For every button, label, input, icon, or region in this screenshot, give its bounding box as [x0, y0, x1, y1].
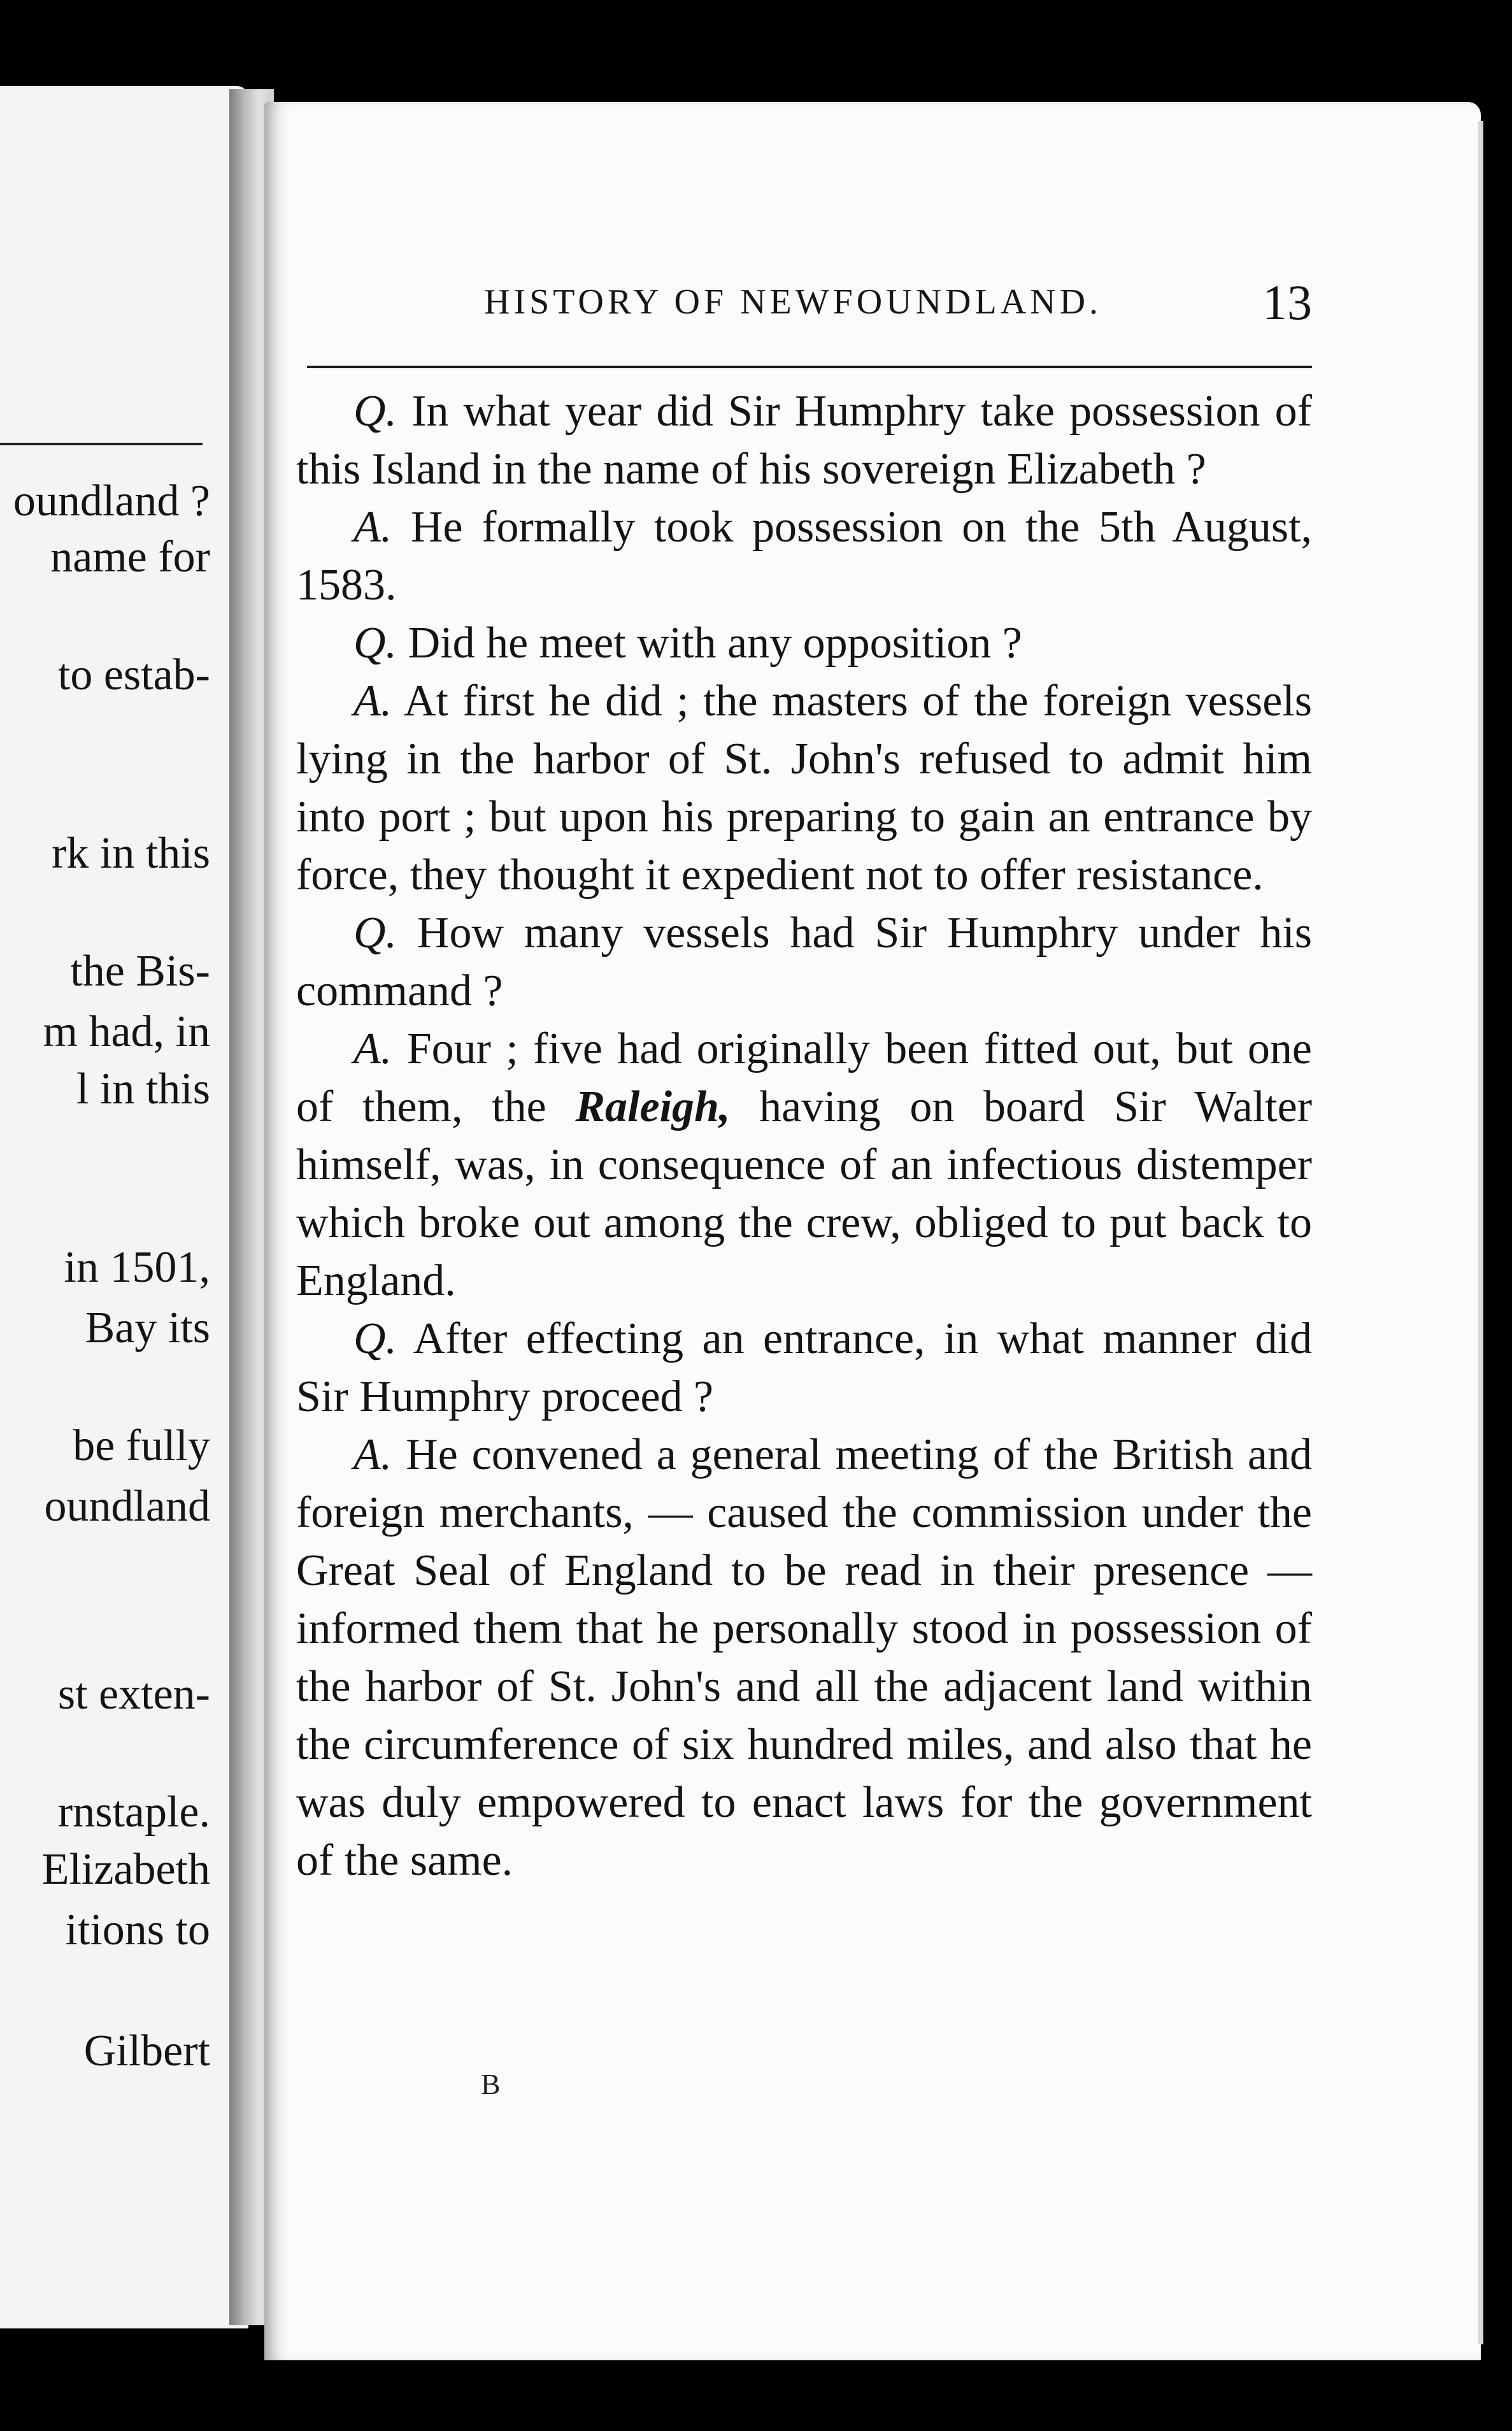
question-marker: Q.	[353, 1314, 397, 1363]
facing-page-line: Gilbert	[83, 2026, 210, 2076]
facing-page-line: in 1501,	[64, 1243, 210, 1292]
answer-marker: A.	[353, 677, 392, 726]
facing-page-line: name for	[50, 533, 210, 582]
facing-page-line: be fully	[73, 1421, 210, 1470]
facing-page-line: oundland	[44, 1482, 210, 1531]
facing-page-line: rnstaple.	[57, 1788, 210, 1837]
answer-marker: A.	[353, 1024, 392, 1073]
paragraph-text: In what year did Sir Humphry take possession of this Island in the name of his sovereign Elizabeth ?	[296, 387, 1312, 494]
facing-page-header-rule	[0, 443, 203, 445]
question-paragraph	[296, 1310, 1312, 1426]
paragraph-text: He formally took possession on the 5th August, 1583.	[296, 503, 1313, 610]
facing-page-line: oundland ?	[13, 477, 210, 526]
answer-paragraph	[296, 498, 1312, 614]
facing-page-line: the Bis-	[70, 947, 210, 996]
paragraph-text: Four ; five had originally been fitted out, but one of them, the	[296, 1024, 1313, 1131]
header-rule	[307, 366, 1312, 368]
paragraph-text: How many vessels had Sir Humphry under his command ?	[296, 908, 1312, 1015]
answer-marker: A.	[353, 1430, 392, 1479]
question-paragraph	[296, 904, 1312, 1020]
catechism-text	[296, 382, 1312, 1890]
page-number: 13	[1262, 275, 1312, 330]
facing-page-line: itions to	[65, 1905, 210, 1954]
signature-mark: B	[481, 2068, 501, 2100]
running-title: HISTORY OF NEWFOUNDLAND.	[484, 282, 1102, 322]
facing-page-line: st exten-	[57, 1670, 210, 1719]
facing-page-line: l in this	[76, 1065, 210, 1114]
facing-page-line: rk in this	[52, 829, 210, 878]
question-marker: Q.	[353, 619, 397, 668]
answer-marker: A.	[353, 503, 392, 552]
paragraph-text: At first he did ; the masters of the foreign vessels lying in the harbor of St. John's refused to admit him into port ; but upon his preparing to gain an entrance by force, they thought it expedient not to offer resistance.	[296, 677, 1312, 900]
paragraph-text: He convened a general meeting of the British and foreign merchants, — caused the commission under the Great Seal of England to be read in their presence — informed them that he personally stood in possession of the harbor of St. John's and all the adjacent land within the circumference of six hundred miles, and also that he was duly empowered to enact laws for the government of the same.	[296, 1430, 1313, 1885]
answer-paragraph	[296, 1020, 1312, 1310]
facing-page-line: Elizabeth	[41, 1845, 210, 1894]
facing-page-line: Bay its	[85, 1303, 210, 1352]
answer-paragraph	[296, 672, 1312, 904]
question-paragraph	[296, 614, 1312, 672]
facing-page-line: m had, in	[43, 1007, 210, 1056]
running-header	[484, 274, 1312, 338]
paragraph-text: Did he meet with any opposition ?	[408, 619, 1022, 668]
question-marker: Q.	[353, 908, 397, 957]
ship-name: Raleigh,	[575, 1082, 731, 1131]
facing-page	[0, 86, 248, 2328]
paragraph-text: After effecting an entrance, in what manner did Sir Humphry proceed ?	[296, 1314, 1313, 1421]
answer-paragraph	[296, 1426, 1312, 1890]
facing-page-line: to estab-	[57, 650, 210, 699]
question-paragraph	[296, 382, 1312, 498]
question-marker: Q.	[353, 387, 397, 436]
paragraph-text: having on board Sir Walter himself, was, in consequence of an infectious distemper which broke out among the crew, obliged to put back to England.	[296, 1082, 1313, 1305]
page-edge	[1478, 121, 1483, 2344]
